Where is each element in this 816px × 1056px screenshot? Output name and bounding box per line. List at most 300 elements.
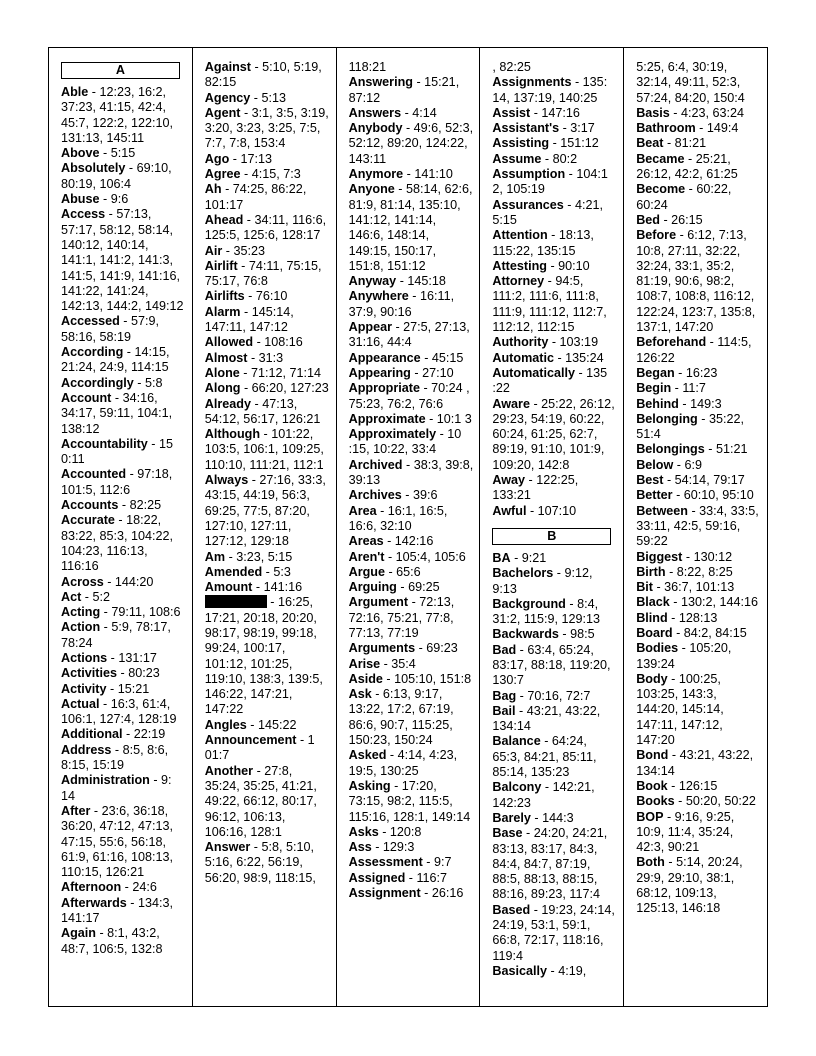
- index-entry: [636, 106, 761, 121]
- redaction-bar: [205, 595, 267, 608]
- entry-term: Accurate: [61, 513, 115, 528]
- entry-refs: - 3:1, 3:5, 3:19, 3:20, 3:23, 3:25, 7:5, 7:7, 7:8, 153:4: [204, 105, 329, 151]
- entry-refs: - 94:5, 111:2, 111:6, 111:8, 111:9, 111:12, 112:7, 112:12, 112:15: [492, 274, 607, 335]
- index-entry: [61, 146, 186, 161]
- index-entry: [349, 504, 474, 535]
- index-entry: [61, 620, 186, 651]
- entry-term: Bag: [492, 688, 517, 703]
- index-entry: [205, 335, 330, 350]
- entry-term: Able: [61, 85, 89, 99]
- index-entry: [205, 213, 330, 244]
- entry-term: Approximately: [348, 427, 437, 442]
- index-entry: [61, 467, 186, 498]
- entry-term: Activities: [61, 666, 117, 681]
- entry-refs: - 35:22, 51:4: [636, 411, 744, 442]
- entry-term: Accounted: [61, 467, 127, 482]
- index-entry: [636, 641, 761, 672]
- entry-refs: - 5:3: [262, 564, 291, 579]
- entry-refs: - 8:5, 8:6, 8:15, 15:19: [61, 742, 169, 773]
- index-entry: [61, 804, 186, 880]
- entry-term: Agree: [204, 167, 241, 182]
- entry-term: Abuse: [61, 192, 100, 207]
- index-entry: [205, 397, 330, 428]
- entry-refs: - 98:5: [558, 627, 595, 642]
- entry-term: Became: [636, 151, 685, 166]
- index-entry: [349, 351, 474, 366]
- entry-refs: - 9: 14: [61, 773, 172, 803]
- entry-term: Address: [61, 742, 112, 757]
- entry-term: Answering: [348, 75, 413, 90]
- entry-refs: - 5:15: [99, 146, 136, 161]
- entry-term: Appropriate: [348, 381, 420, 396]
- entry-refs: - 79:11, 108:6: [100, 605, 181, 620]
- entry-term: Argument: [348, 595, 409, 610]
- entry-refs: - 69:23: [415, 641, 458, 656]
- index-entry: [492, 198, 617, 229]
- entry-term: Arguments: [348, 641, 416, 656]
- entry-term: Basis: [636, 105, 670, 120]
- entry-refs: - 131:17: [107, 650, 157, 665]
- entry-term: Bed: [636, 212, 660, 227]
- entry-term: Ah: [204, 182, 222, 197]
- entry-refs: - 145:22: [246, 717, 297, 732]
- entry-refs: - 142:16: [383, 534, 434, 549]
- entry-term: Bachelors: [492, 566, 554, 581]
- entry-refs: - 38:3, 39:8, 39:13: [348, 457, 474, 488]
- index-entry: [205, 718, 330, 733]
- entry-refs: - 4:14, 4:23, 19:5, 130:25: [348, 748, 458, 778]
- entry-term: Answers: [348, 105, 402, 120]
- entry-term: Along: [204, 381, 241, 396]
- entry-term: Action: [61, 620, 101, 635]
- entry-refs: - 27:5, 27:13, 31:16, 44:4: [348, 320, 470, 350]
- entry-term: Airlifts: [204, 289, 245, 304]
- entry-refs: - 3:17: [559, 121, 595, 136]
- entry-refs: - 34:11, 116:6, 125:5, 125:6, 128:17: [204, 212, 327, 243]
- entry-term: Automatic: [492, 350, 554, 365]
- entry-refs: - 16:1, 16:5, 16:6, 32:10: [348, 503, 448, 533]
- index-entry: [349, 75, 474, 106]
- index-entry: [349, 182, 474, 274]
- entry-term: Activity: [61, 681, 107, 696]
- entry-term: Awful: [492, 503, 527, 518]
- entry-refs: - 54:14, 79:17: [663, 473, 745, 488]
- entry-term: Biggest: [636, 549, 683, 564]
- index-entry: [492, 597, 617, 628]
- index-entry: [61, 85, 186, 146]
- entry-refs: - 126:15: [667, 778, 718, 793]
- index-entry: [61, 575, 186, 590]
- entry-refs: - 27:10: [410, 365, 454, 380]
- entry-term: Assurances: [492, 197, 564, 212]
- entry-term: Assist: [492, 105, 531, 120]
- entry-term: Assume: [492, 151, 542, 166]
- entry-term: Assignment: [348, 886, 421, 901]
- entry-term: Accessed: [61, 314, 120, 329]
- index-entry: [349, 106, 474, 121]
- entry-term: Arise: [348, 656, 381, 671]
- index-entry: [492, 704, 617, 735]
- entry-term: Birth: [636, 564, 666, 579]
- index-entry: [636, 136, 761, 151]
- index-entry: [492, 811, 617, 826]
- entry-term: Anyone: [348, 182, 395, 197]
- entry-term: Before: [636, 228, 677, 243]
- index-entry: [349, 488, 474, 503]
- index-entry: [349, 641, 474, 656]
- entry-term: Body: [636, 671, 668, 686]
- entry-term: Anymore: [348, 167, 404, 182]
- entry-refs: - 103:19: [548, 335, 599, 350]
- entry-refs: - 130:2, 144:16: [669, 595, 759, 610]
- entry-term: Attesting: [492, 258, 547, 273]
- entry-continuation: 118:21: [348, 60, 387, 74]
- entry-refs: - 10 :15, 10:22, 33:4: [348, 427, 462, 457]
- entry-term: Barely: [492, 810, 531, 825]
- entry-refs: - 144:20: [103, 574, 154, 589]
- entry-refs: - 130:12: [682, 549, 733, 564]
- entry-term: Ago: [204, 151, 230, 166]
- entry-term: Area: [348, 503, 377, 518]
- entry-term: Against: [204, 60, 251, 74]
- entry-refs: - 149:3: [678, 396, 722, 411]
- entry-refs: - 9:16, 9:25, 10:9, 11:4, 35:24, 42:3, 90:21: [636, 809, 735, 855]
- entry-term: Begin: [636, 381, 672, 396]
- entry-term: Airlift: [204, 258, 238, 273]
- entry-refs: - 45:15: [420, 350, 464, 365]
- index-entry: [61, 743, 186, 774]
- entry-refs: - 26:15: [659, 212, 703, 227]
- entry-refs: - 26:16: [420, 886, 464, 901]
- entry-term: Authority: [492, 335, 549, 350]
- entry-refs: - 60:22, 60:24: [636, 182, 732, 212]
- index-entry: [636, 152, 761, 183]
- index-entry: [61, 773, 186, 804]
- entry-term: Although: [204, 427, 261, 442]
- entry-term: Bail: [492, 703, 516, 718]
- entry-refs: - 104:1 2, 105:19: [492, 167, 608, 197]
- entry-refs: - 51:21: [704, 442, 748, 457]
- entry-term: Best: [636, 473, 664, 488]
- index-entry: [349, 534, 474, 549]
- index-column-3: [336, 48, 480, 1006]
- index-entry: [492, 121, 617, 136]
- index-entry: [349, 289, 474, 320]
- entry-term: Belonging: [636, 411, 698, 426]
- index-entry: [205, 60, 330, 91]
- entry-refs: - 5:9, 78:17, 78:24: [61, 620, 171, 650]
- entry-term: Balance: [492, 734, 541, 749]
- entry-term: Aren't: [348, 549, 385, 564]
- index-entry: [492, 351, 617, 366]
- entry-refs: - 70:16, 72:7: [516, 688, 591, 703]
- index-entry: [636, 504, 761, 550]
- entry-refs: - 105:10, 151:8: [382, 671, 472, 686]
- index-entry: [205, 152, 330, 167]
- index-entry: [61, 666, 186, 681]
- index-entry: [636, 335, 761, 366]
- entry-term: Assumption: [492, 167, 566, 182]
- entry-term: Ahead: [204, 212, 244, 227]
- index-entry: [61, 161, 186, 192]
- entry-refs: - 9:6: [99, 192, 129, 207]
- index-entry: [349, 687, 474, 748]
- entry-refs: - 24:20, 24:21, 83:13, 83:17, 84:3, 84:4, 84:7, 87:19, 88:5, 88:13, 88:15, 88:16, 89:23, 117:4: [492, 826, 608, 902]
- entry-refs: - 81:21: [663, 136, 707, 151]
- entry-refs: - 141:16: [252, 580, 303, 595]
- entry-refs: - 141:10: [403, 167, 453, 182]
- index-entry: [492, 259, 617, 274]
- entry-refs: - 6:12, 7:13, 10:8, 27:11, 32:22, 32:24, 33:1, 35:2, 81:19, 90:6, 98:2, 108:7, 108:8, 116:12, 122:24, 123:7, 135:8, 137:1, 147:20: [636, 228, 756, 335]
- entry-term: Asking: [348, 778, 391, 793]
- entry-term: Alarm: [204, 304, 241, 319]
- entry-refs: - 4:19,: [547, 963, 587, 978]
- entry-term: Assistant's: [492, 121, 560, 136]
- entry-refs: - 24:6: [121, 880, 157, 895]
- index-entry: [205, 840, 330, 886]
- index-entry: [636, 228, 761, 335]
- index-entry: [636, 458, 761, 473]
- index-entry: [492, 335, 617, 350]
- entry-term: Black: [636, 595, 670, 610]
- entry-refs: - 80:2: [541, 151, 578, 166]
- entry-refs: - 47:13, 54:12, 56:17, 126:21: [204, 396, 321, 426]
- entry-refs: - 9:7: [422, 855, 452, 870]
- entry-term: Balcony: [492, 780, 542, 795]
- entry-refs: - 105:20, 139:24: [636, 641, 732, 671]
- index-entry: [205, 289, 330, 304]
- entry-refs: - 128:13: [667, 610, 718, 625]
- index-entry: [61, 345, 186, 376]
- index-entry: [205, 565, 330, 580]
- entry-refs: - 35:4: [380, 656, 416, 671]
- index-entry: [205, 167, 330, 182]
- entry-term: Amended: [204, 564, 263, 579]
- entry-refs: - 12:23, 16:2, 37:23, 41:15, 42:4, 45:7, 122:2, 122:10, 131:13, 145:11: [61, 85, 174, 145]
- index-entry: [492, 397, 617, 473]
- index-entry: [205, 244, 330, 259]
- entry-term: Ask: [348, 687, 372, 702]
- entry-refs: - 108:16: [253, 335, 303, 350]
- index-entry: [349, 121, 474, 167]
- entry-refs: - 16:23: [674, 365, 718, 380]
- index-entry: [349, 595, 474, 641]
- index-entry: [636, 488, 761, 503]
- entry-term: Accountability: [61, 436, 148, 451]
- entry-refs: - 8:22, 8:25: [665, 564, 733, 579]
- entry-continuation: , 82:25: [492, 60, 531, 74]
- entry-refs: - 9:12, 9:13: [492, 566, 593, 596]
- entry-refs: - 19:23, 24:14, 24:19, 53:1, 59:1, 66:8, 72:17, 118:16, 119:4: [492, 902, 615, 963]
- entry-term: Aside: [348, 671, 383, 686]
- entry-term: Acting: [61, 605, 101, 620]
- entry-term: Appearance: [348, 350, 421, 365]
- entry-refs: - 5:8, 5:10, 5:16, 6:22, 56:19, 56:20, 98:9, 118:15,: [204, 840, 316, 885]
- index-entry: [636, 626, 761, 641]
- entry-term: Beat: [636, 136, 664, 151]
- index-entry: [205, 305, 330, 336]
- index-entry: [636, 412, 761, 443]
- entry-refs: - 69:25: [396, 580, 440, 595]
- entry-refs: - 63:4, 65:24, 83:17, 88:18, 119:20, 130:7: [492, 642, 611, 688]
- entry-refs: - 27:16, 33:3, 43:15, 44:19, 56:3, 69:25, 77:5, 87:20, 127:10, 127:11, 127:12, 129:18: [204, 473, 326, 549]
- entry-term: Again: [61, 926, 96, 941]
- entry-term: BA: [492, 550, 511, 565]
- entry-refs: - 114:5, 126:22: [636, 335, 752, 365]
- entry-refs: - 4:21, 5:15: [492, 197, 603, 227]
- index-entry: [61, 513, 186, 574]
- index-entry: [636, 213, 761, 228]
- index-entry: [61, 697, 186, 728]
- index-entry: [636, 595, 761, 610]
- entry-term: Account: [61, 390, 112, 405]
- index-entry: [61, 437, 186, 468]
- entry-refs: - 16:11, 37:9, 90:16: [348, 289, 455, 319]
- index-entry: [492, 551, 617, 566]
- entry-refs: - 65:6: [384, 564, 421, 579]
- index-entry: [636, 794, 761, 809]
- index-column-4: [479, 48, 623, 1006]
- index-entry: [205, 381, 330, 396]
- entry-term: Act: [61, 589, 82, 604]
- entry-term: Archived: [348, 457, 403, 472]
- entry-refs: - 82:25: [118, 498, 162, 513]
- entry-term: Archives: [348, 488, 402, 503]
- entry-refs: - 15 0:11: [61, 436, 173, 467]
- entry-term: Asked: [348, 748, 387, 763]
- entry-refs: - 105:4, 105:6: [384, 549, 466, 564]
- entry-refs: - 5:13: [250, 90, 286, 105]
- index-entry: [61, 498, 186, 513]
- entry-refs: - 16:3, 61:4, 106:1, 127:4, 128:19: [61, 696, 177, 727]
- entry-refs: - 8:1, 43:2, 48:7, 106:5, 132:8: [61, 926, 163, 956]
- index-entry: [492, 473, 617, 504]
- entry-refs: - 6:9: [673, 457, 702, 472]
- index-entry: [492, 964, 617, 979]
- index-entry: [349, 871, 474, 886]
- index-entry: [205, 91, 330, 106]
- index-entry: [349, 412, 474, 427]
- index-column-2: [192, 48, 336, 1006]
- entry-refs: - 74:25, 86:22, 101:17: [204, 182, 307, 212]
- index-entry: [349, 427, 474, 458]
- entry-term: Agent: [204, 105, 241, 120]
- index-entry: [636, 565, 761, 580]
- entry-term: Below: [636, 457, 674, 472]
- entry-term: Answer: [204, 840, 251, 855]
- entry-term: Basically: [492, 963, 548, 978]
- entry-refs: - 122:25, 133:21: [492, 473, 579, 503]
- index-entry: [205, 366, 330, 381]
- entry-term: Began: [636, 365, 675, 380]
- entry-refs: - 64:24, 65:3, 84:21, 85:11, 85:14, 135:23: [492, 734, 597, 780]
- entry-term: Another: [204, 763, 254, 778]
- index-entry: [349, 550, 474, 565]
- entry-refs: - 6:13, 9:17, 13:22, 17:2, 67:19, 86:6, 90:7, 115:25, 150:23, 150:24: [348, 687, 454, 748]
- entry-refs: - 1 01:7: [204, 733, 315, 763]
- entry-refs: - 18:22, 83:22, 85:3, 104:22, 104:23, 116:13, 116:16: [61, 513, 174, 574]
- entry-term: Automatically: [492, 365, 575, 380]
- entry-term: Actions: [61, 650, 108, 665]
- entry-refs: - 43:21, 43:22, 134:14: [636, 748, 754, 778]
- index-entry: [492, 136, 617, 151]
- index-entry: [205, 106, 330, 152]
- index-entry: [349, 748, 474, 779]
- entry-term: Always: [204, 473, 249, 488]
- entry-term: Books: [636, 794, 675, 809]
- entry-refs: - 15:21, 87:12: [348, 75, 460, 105]
- index-entry: [492, 627, 617, 642]
- entry-term: Beforehand: [636, 335, 707, 350]
- entry-refs: - 145:18: [396, 274, 446, 289]
- entry-refs: - 147:16: [530, 105, 580, 120]
- entry-term: Attorney: [492, 274, 545, 289]
- entry-term: Agency: [204, 90, 251, 105]
- index-entry: [636, 121, 761, 136]
- entry-refs: - 31:3: [247, 350, 284, 365]
- entry-term: Board: [636, 625, 673, 640]
- entry-refs: - 25:22, 26:12, 29:23, 54:19, 60:22, 60:24, 61:25, 62:7, 89:19, 91:10, 101:9, 109:20, 142:8: [492, 396, 615, 472]
- index-entry: [205, 580, 330, 595]
- entry-term: Backwards: [492, 627, 559, 642]
- index-entry: [492, 566, 617, 597]
- index-entry: [349, 274, 474, 289]
- index-entry: [61, 376, 186, 391]
- entry-term: Background: [492, 596, 566, 611]
- index-entry: [636, 550, 761, 565]
- entry-refs: - 33:4, 33:5, 33:11, 42:5, 59:16, 59:22: [636, 503, 759, 549]
- entry-term: Amount: [204, 580, 253, 595]
- index-page-frame: [48, 47, 768, 1007]
- entry-refs: - 129:3: [371, 840, 415, 855]
- entry-refs: - 107:10: [526, 503, 577, 518]
- entry-refs: - 90:10: [546, 258, 590, 273]
- index-entry: [61, 682, 186, 697]
- entry-refs: - 134:3, 141:17: [61, 895, 174, 926]
- entry-term: Bad: [492, 642, 517, 657]
- entry-refs: - 142:21, 142:23: [492, 780, 595, 810]
- entry-term: Assigned: [348, 870, 406, 885]
- entry-refs: - 4:15, 7:3: [240, 167, 301, 182]
- entry-term: According: [61, 345, 124, 360]
- index-entry: [349, 458, 474, 489]
- entry-term: Administration: [61, 773, 150, 788]
- entry-refs: - 17:13: [229, 151, 272, 166]
- entry-refs: - 69:10, 80:19, 106:4: [61, 161, 172, 191]
- index-entry: [636, 473, 761, 488]
- index-entry: [61, 314, 186, 345]
- entry-term: Already: [204, 396, 251, 411]
- entry-term: Bathroom: [636, 121, 696, 136]
- index-entry: [492, 106, 617, 121]
- index-entry: [349, 779, 474, 825]
- index-entry: [636, 182, 761, 213]
- entry-term: Behind: [636, 396, 679, 411]
- index-entry: [205, 764, 330, 840]
- entry-term: Base: [492, 826, 523, 841]
- index-entry: [61, 896, 186, 927]
- index-entry: [492, 75, 617, 106]
- letter-header-b: B: [492, 528, 611, 545]
- entry-term: Assignments: [492, 75, 572, 90]
- entry-term: Aware: [492, 396, 530, 411]
- entry-term: Anybody: [348, 121, 403, 136]
- entry-term: Allowed: [204, 335, 254, 350]
- entry-term: After: [61, 803, 91, 818]
- index-entry: [636, 611, 761, 626]
- entry-refs: - 39:6: [401, 488, 438, 503]
- index-entry: [636, 397, 761, 412]
